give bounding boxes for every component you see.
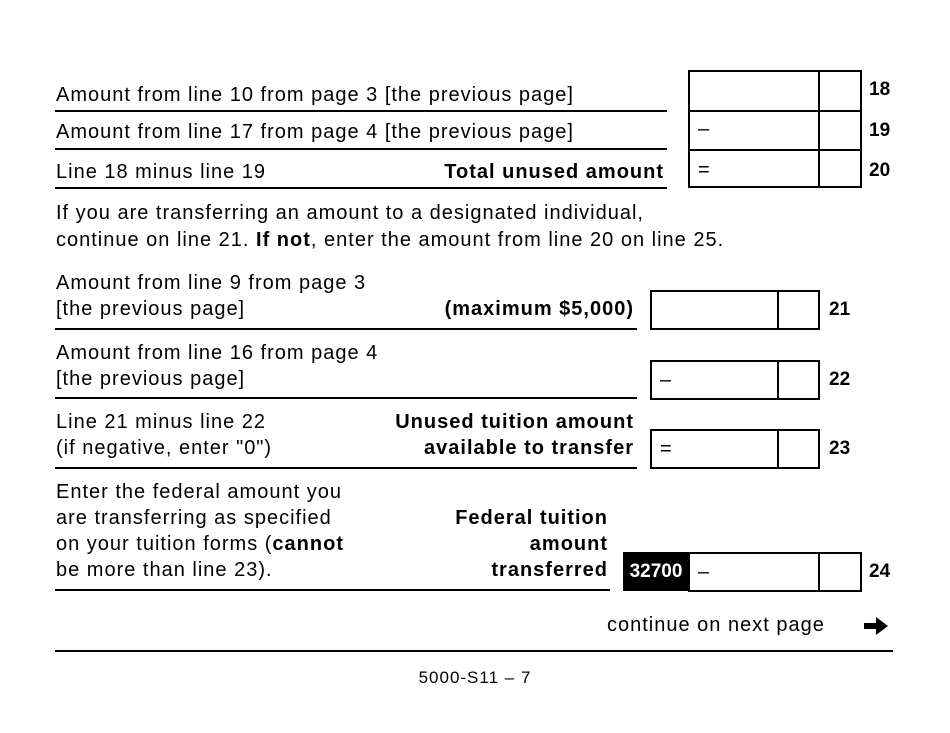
cents-separator xyxy=(818,72,820,186)
line-24-label-1: Enter the federal amount you xyxy=(56,481,342,503)
federal-tuition-caption-3: transferred xyxy=(491,559,608,581)
maximum-caption: (maximum $5,000) xyxy=(444,298,634,320)
line-21-label-1: Amount from line 9 from page 3 xyxy=(56,272,367,294)
line-number-22: 22 xyxy=(829,369,851,390)
federal-tuition-caption-2: amount xyxy=(529,533,608,555)
divider xyxy=(55,328,637,330)
line-23-label-1: Line 21 minus line 22 xyxy=(56,411,267,433)
line-24-amount-field[interactable] xyxy=(688,552,862,592)
line-number-23: 23 xyxy=(829,438,851,459)
divider xyxy=(55,589,610,591)
line-20-label: Line 18 minus line 19 xyxy=(56,161,267,183)
line-code-32700: 32700 xyxy=(623,552,689,591)
line-22-label-2: [the previous page] xyxy=(56,368,246,390)
line-20-amount-field[interactable] xyxy=(690,149,816,186)
line-number-18: 18 xyxy=(869,79,891,100)
divider xyxy=(55,187,667,189)
line-22-amount-field[interactable] xyxy=(650,360,820,400)
minus-sign: – xyxy=(660,369,672,391)
line-24-label-2: are transferring as specified xyxy=(56,507,332,529)
line-number-21: 21 xyxy=(829,299,851,320)
arrow-right-icon xyxy=(862,615,890,637)
line-21-amount-field[interactable] xyxy=(650,290,820,330)
line-number-24: 24 xyxy=(869,561,891,582)
line-23-amount-field[interactable] xyxy=(650,429,820,469)
total-unused-amount-caption: Total unused amount xyxy=(444,161,664,183)
line-21-label-2: [the previous page] xyxy=(56,298,246,320)
line-24-label-4: be more than line 23). xyxy=(56,559,273,581)
footer-rule xyxy=(55,650,893,652)
divider xyxy=(55,467,637,469)
line-number-20: 20 xyxy=(869,160,891,181)
federal-tuition-caption-1: Federal tuition xyxy=(455,507,608,529)
line-number-19: 19 xyxy=(869,120,891,141)
minus-sign: – xyxy=(698,118,710,140)
line-19-label: Amount from line 17 from page 4 [the previous page] xyxy=(56,121,574,143)
instruction-line-2: continue on line 21. If not, enter the amount from line 20 on line 25. xyxy=(56,229,725,251)
line-22-label-1: Amount from line 16 from page 4 xyxy=(56,342,379,364)
page-id: 5000-S11 – 7 xyxy=(418,668,532,687)
instruction-line-1: If you are transferring an amount to a designated individual, xyxy=(56,202,644,224)
divider xyxy=(55,110,667,112)
line-19-amount-field[interactable] xyxy=(690,110,816,147)
line-24-label-3: on your tuition forms (cannot xyxy=(56,533,344,555)
unused-tuition-caption-2: available to transfer xyxy=(424,437,634,459)
line-23-label-2: (if negative, enter "0") xyxy=(56,437,273,459)
line-18-label: Amount from line 10 from page 3 [the previous page] xyxy=(56,84,574,106)
continue-text: continue on next page xyxy=(607,614,825,636)
equals-sign: = xyxy=(698,159,710,181)
minus-sign: – xyxy=(698,561,710,583)
divider xyxy=(55,148,667,150)
line-18-amount-field[interactable] xyxy=(690,72,816,108)
unused-tuition-caption-1: Unused tuition amount xyxy=(395,411,634,433)
divider xyxy=(55,397,637,399)
equals-sign: = xyxy=(660,438,672,460)
